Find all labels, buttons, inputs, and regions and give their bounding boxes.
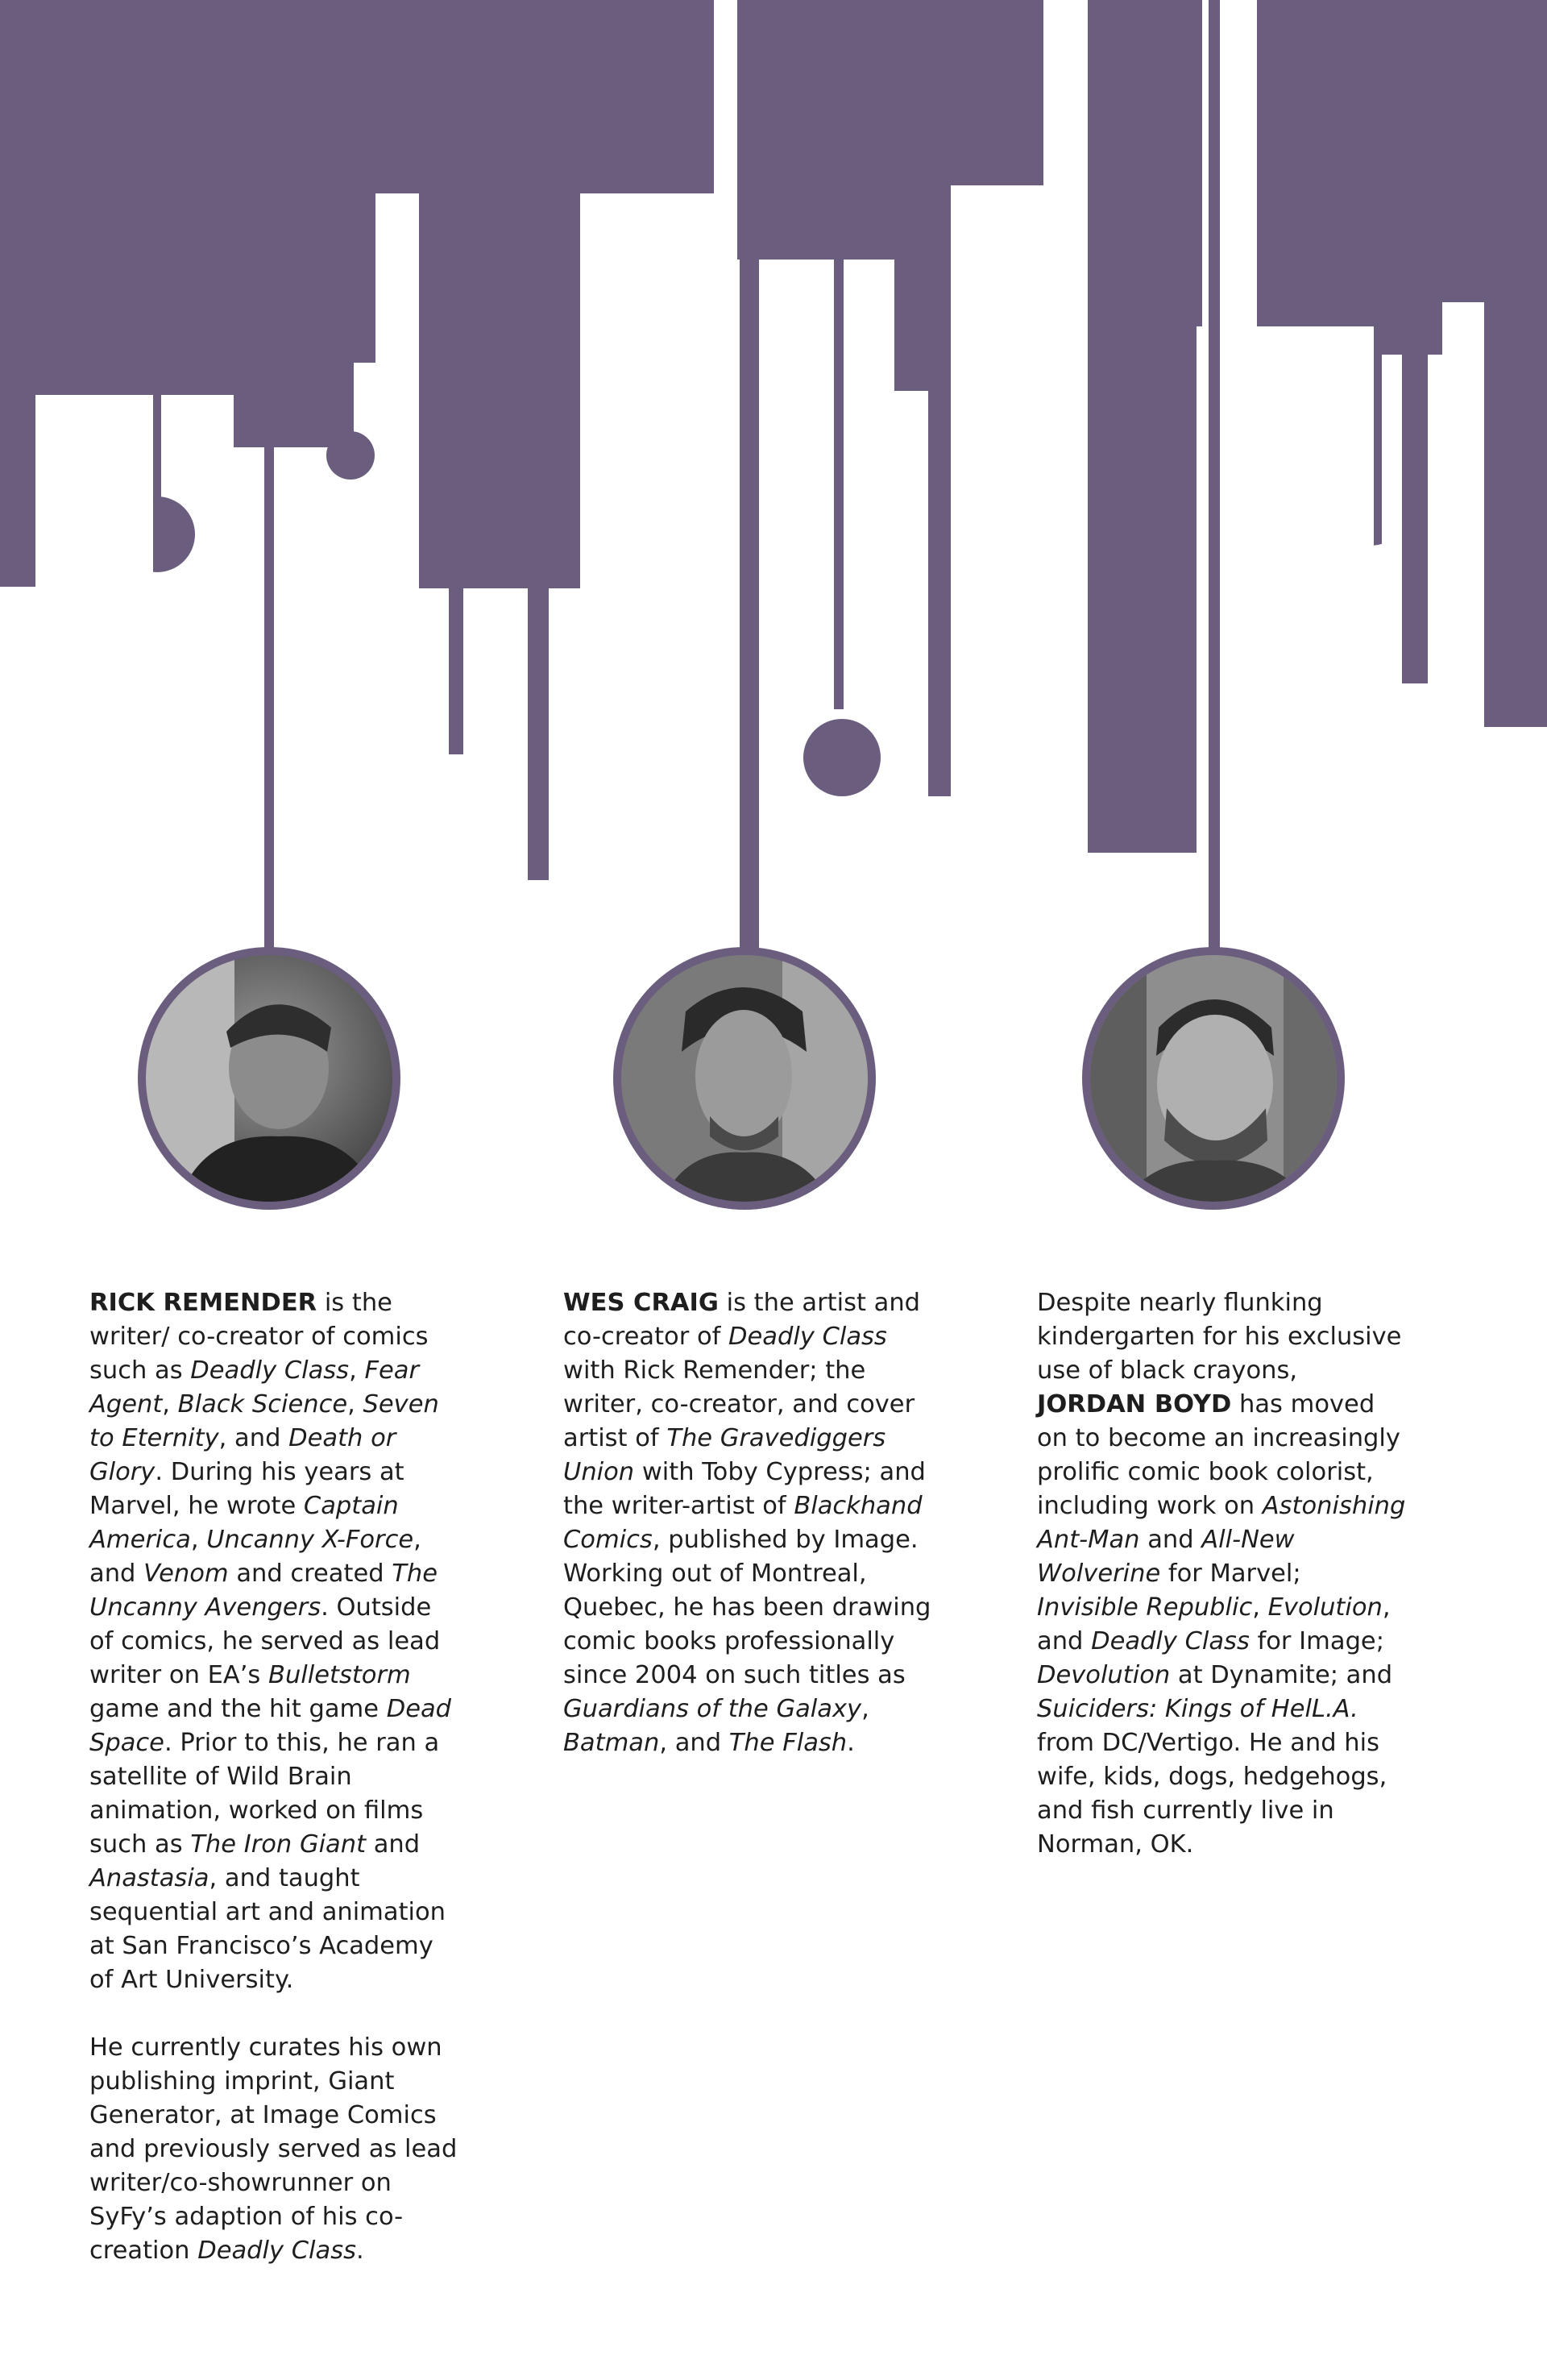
bio-text: for Marvel; — [1160, 1560, 1301, 1588]
bio-title: Invisible Republic — [1037, 1593, 1253, 1622]
bio-title: Captain America — [89, 1492, 399, 1554]
wes-craig-portrait — [613, 947, 876, 1210]
bio-title: Venom — [143, 1560, 229, 1588]
bio-text: , and — [89, 1526, 421, 1588]
bio-title: Black Science — [177, 1390, 348, 1418]
bio-text: Despite nearly flunking kindergarten for his exclusive use of black crayons, — [1037, 1289, 1402, 1385]
bio-text: , published by Image. Working out of Montreal, Quebec, he has been drawing comic books professionally since 2004 on such titles as — [563, 1526, 931, 1689]
bio-title: All-New Wolverine — [1037, 1526, 1295, 1588]
bio-text: , — [1252, 1593, 1268, 1622]
bio-title: Evolution — [1267, 1593, 1383, 1622]
bio-text: , — [190, 1526, 207, 1554]
bio-name: JORDAN BOYD — [1037, 1390, 1232, 1418]
jordan-boyd-portrait — [1082, 947, 1345, 1210]
bio-title: Deadly Class — [197, 2237, 356, 2265]
bio-name: WES CRAIG — [563, 1289, 719, 1317]
bio-title: Astonishing Ant-Man — [1037, 1492, 1406, 1554]
bio-title: Deadly Class — [728, 1323, 887, 1351]
bio-title: Bulletstorm — [268, 1661, 411, 1689]
bio-text: and — [1139, 1526, 1202, 1554]
jordan-boyd-bio-paragraph-1 — [1037, 1286, 1408, 1862]
wes-craig-bio — [563, 1286, 934, 1794]
bio-text: . Outside of comics, he served as lead writer on EA’s — [89, 1593, 441, 1689]
bio-text: has moved on to become an increasingly prolific comic book colorist, including work on — [1037, 1390, 1400, 1520]
bio-title: Dead Space — [89, 1695, 452, 1757]
rick-remender-portrait — [138, 947, 400, 1210]
bio-title: Deadly Class — [1091, 1627, 1250, 1655]
bio-title: The Gravediggers Union — [563, 1424, 886, 1486]
bio-title: Deadly Class — [190, 1356, 350, 1385]
bio-title: The Iron Giant — [190, 1830, 367, 1859]
rick-remender-bio-paragraph-2 — [89, 2031, 460, 2268]
bio-text: game and the hit game — [89, 1695, 387, 1723]
bio-text: . During his years at Marvel, he wrote — [89, 1458, 404, 1520]
bio-name: RICK REMENDER — [89, 1289, 317, 1317]
wes-craig-bio-paragraph-1 — [563, 1286, 934, 1760]
person-portrait-icon — [621, 955, 868, 1202]
bio-title: Death or Glory — [89, 1424, 396, 1486]
bio-text: . Prior to this, he ran a satellite of Wild Brain animation, worked on films such as — [89, 1729, 440, 1859]
bio-text: , and — [218, 1424, 289, 1452]
bio-title: Suiciders: Kings of HelL.A. — [1037, 1695, 1358, 1723]
bio-text: He currently curates his own publishing imprint, Giant Generator, at Image Comics and previously served as lead writer/co-showrunner on SyFy’s adaption of his co-creation — [89, 2033, 458, 2265]
bio-text: , and — [1037, 1593, 1391, 1655]
bio-text: . — [355, 2237, 364, 2265]
bio-text: from DC/Vertigo. He and his wife, kids, dogs, hedgehogs, and fish currently live in Norman, OK. — [1037, 1729, 1387, 1859]
bio-text: , — [349, 1356, 365, 1385]
person-portrait-icon — [146, 955, 392, 1202]
bio-text: at Dynamite; and — [1170, 1661, 1393, 1689]
bio-text: , — [347, 1390, 363, 1418]
bio-text: is the writer/ co-creator of comics such as — [89, 1289, 429, 1385]
bio-text: and — [366, 1830, 421, 1859]
bio-title: Anastasia — [89, 1864, 209, 1892]
bio-title: Fear Agent — [89, 1356, 419, 1418]
bio-title: Guardians of the Galaxy — [563, 1695, 862, 1723]
bio-title: Blackhand Comics — [563, 1492, 923, 1554]
bio-text: , and — [659, 1729, 729, 1757]
skyline-drip-artwork — [0, 0, 1547, 967]
bio-text: with Toby Cypress; and the writer-artist of — [563, 1458, 926, 1520]
jordan-boyd-bio — [1037, 1286, 1408, 1896]
bio-text: , — [162, 1390, 178, 1418]
bio-title: Batman — [563, 1729, 660, 1757]
person-portrait-icon — [1090, 955, 1337, 1202]
bio-text: , and taught sequential art and animation at San Francisco’s Academy of Art University. — [89, 1864, 446, 1994]
bio-title: The Flash — [728, 1729, 848, 1757]
bio-text: is the artist and co-creator of — [563, 1289, 921, 1351]
bio-text: and created — [228, 1560, 392, 1588]
bio-title: The Uncanny Avengers — [89, 1560, 438, 1622]
bio-title: Seven to Eternity — [89, 1390, 439, 1452]
rick-remender-bio — [89, 1286, 460, 2302]
bio-text: , — [861, 1695, 869, 1723]
bio-text: with Rick Remender; the writer, co-creator, and cover artist of — [563, 1356, 915, 1452]
bio-title: Uncanny X-Force — [206, 1526, 414, 1554]
bio-text: for Image; — [1249, 1627, 1384, 1655]
bio-title: Devolution — [1037, 1661, 1171, 1689]
rick-remender-bio-paragraph-1 — [89, 1286, 460, 1997]
bio-text: . — [847, 1729, 855, 1757]
